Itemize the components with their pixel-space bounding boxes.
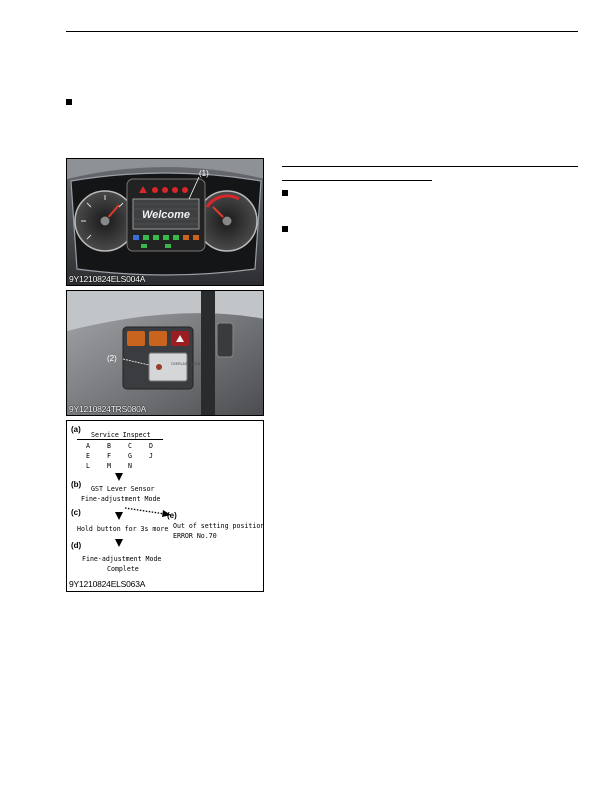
fine-adjustment-mode-text: Fine-adjustment Mode	[81, 495, 161, 503]
figure-instrument-panel	[66, 158, 264, 286]
dotted-arrow-to-error	[123, 505, 173, 519]
fine-adjustment-complete-text-2: Complete	[107, 565, 139, 573]
label-b: (b)	[71, 480, 82, 489]
overlast-button-text: OVERLAST PEDAL	[171, 362, 202, 366]
hold-button-text: Hold button for 3s more	[77, 525, 169, 533]
flow-arrow-down	[115, 473, 123, 481]
gst-lever-sensor-text: GST Lever Sensor	[91, 485, 155, 493]
instrument-panel-illustration	[67, 159, 264, 286]
switch-panel-illustration	[67, 291, 264, 416]
figure-switch-panel	[66, 290, 264, 416]
label-e: (e)	[167, 511, 177, 520]
grid-cell: N	[128, 462, 132, 470]
service-inspect-title: Service Inspect	[91, 431, 151, 439]
right-bullet-2	[282, 226, 288, 232]
grid-cell: J	[149, 452, 153, 460]
header-rule	[66, 31, 578, 32]
label-a: (a)	[71, 425, 81, 434]
grid-cell: M	[107, 462, 111, 470]
right-heading-rule	[282, 166, 578, 167]
figure-code-3: 9Y1210824ELS063A	[69, 579, 146, 589]
grid-cell: F	[107, 452, 111, 460]
grid-cell: E	[86, 452, 90, 460]
fine-adjustment-complete-text-1: Fine-adjustment Mode	[82, 555, 162, 563]
grid-cell: L	[86, 462, 90, 470]
right-bullet-1	[282, 190, 288, 196]
flow-arrow-down	[115, 512, 123, 520]
figure-code-2: 9Y1210824TRS080A	[69, 404, 147, 414]
grid-cell: G	[128, 452, 132, 460]
title-rule	[77, 439, 163, 440]
label-d: (d)	[71, 541, 82, 550]
flow-arrow-down	[115, 539, 123, 547]
callout-2: (2)	[107, 354, 117, 363]
right-heading-underline	[282, 180, 432, 181]
grid-cell: C	[128, 442, 132, 450]
grid-cell: B	[107, 442, 111, 450]
error-no-text: ERROR No.70	[173, 532, 217, 540]
grid-cell: A	[86, 442, 90, 450]
callout-1: (1)	[199, 169, 209, 178]
grid-cell: D	[149, 442, 153, 450]
figure-code-1: 9Y1210824ELS004A	[69, 274, 146, 284]
welcome-screen-text: Welcome	[141, 209, 191, 221]
label-c: (c)	[71, 508, 81, 517]
figure-flow-diagram	[66, 420, 264, 592]
section-bullet	[66, 99, 72, 105]
out-of-setting-text: Out of setting position	[173, 522, 265, 530]
